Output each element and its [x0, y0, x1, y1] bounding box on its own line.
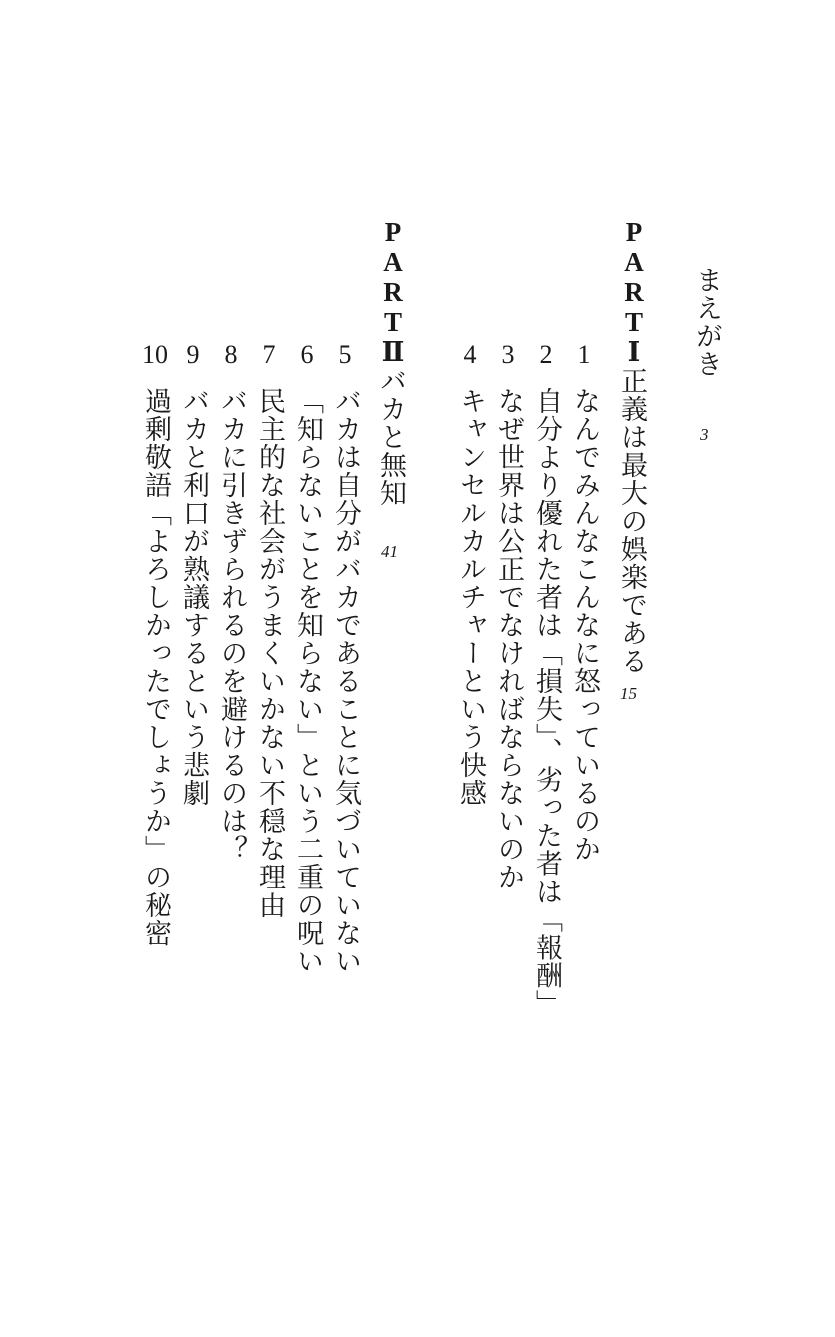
part2-label-letter: Ⅱ — [381, 337, 405, 367]
chapter-number: 10 — [142, 340, 168, 369]
chapter-number: 3 — [501, 340, 515, 369]
part1-label-letter: R — [624, 277, 644, 307]
part2-label-letter: P — [384, 217, 402, 247]
chapter-title[interactable]: キャンセルカルチャーという快感 — [455, 387, 486, 807]
chapter-title[interactable]: 過剰敬語「よろしかったでしょうか」の秘密 — [140, 387, 171, 947]
part2-label-letter: T — [383, 307, 402, 337]
chapter-number: 1 — [577, 340, 591, 369]
part1-page-number: 15 — [620, 684, 637, 703]
chapter-number: 7 — [262, 340, 276, 369]
part2-title[interactable]: バカと無知 — [375, 367, 406, 507]
part1-title[interactable]: 正義は最大の娯楽である — [616, 367, 647, 675]
chapter-title[interactable]: 「知らないことを知らない」という二重の呪い — [292, 387, 323, 975]
chapter-title[interactable]: バカに引きずられるのを避けるのは？ — [216, 387, 247, 863]
chapter-number: 9 — [186, 340, 200, 369]
chapter-title[interactable]: なぜ世界は公正でなければならないのか — [493, 387, 524, 891]
part1-label — [614, 217, 654, 367]
chapter-number: 4 — [463, 340, 477, 369]
part2-label-letter: R — [383, 277, 403, 307]
part2-page-number: 41 — [381, 542, 398, 561]
chapter-title[interactable]: 民主的な社会がうまくいかない不穏な理由 — [254, 387, 285, 919]
chapter-title[interactable]: 自分より優れた者は「損失」、劣った者は「報酬」 — [531, 387, 562, 1018]
preface-title[interactable]: まえがき — [691, 266, 722, 378]
chapter-number: 8 — [224, 340, 238, 369]
part1-label-letter: Ⅰ — [627, 337, 641, 367]
chapter-number: 2 — [539, 340, 553, 369]
part1-label-letter: A — [624, 247, 644, 277]
preface-page-number: 3 — [700, 425, 709, 444]
part1-label-letter: T — [624, 307, 643, 337]
part1-label-letter: P — [625, 217, 643, 247]
chapter-title[interactable]: なんでみんなこんなに怒っているのか — [569, 387, 600, 863]
chapter-title[interactable]: バカと利口が熟議するという悲劇 — [178, 387, 209, 807]
chapter-number: 5 — [338, 340, 352, 369]
part2-label-letter: A — [383, 247, 403, 277]
part2-label — [373, 217, 413, 367]
chapter-number: 6 — [300, 340, 314, 369]
chapter-title[interactable]: バカは自分がバカであることに気づいていない — [330, 387, 361, 975]
